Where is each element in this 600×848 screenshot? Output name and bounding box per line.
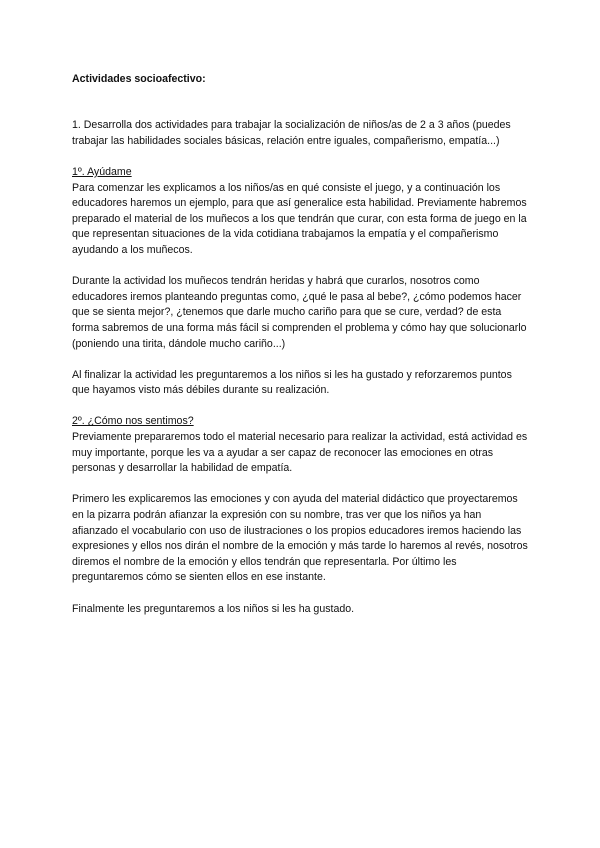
activity1-heading: 1º. Ayúdame [72, 165, 132, 178]
activity2-paragraph-2: Primero les explicaremos las emociones y con ayuda del material didáctico que proyectaremos en la pizarra podrán afianzar la expresión con su nombre, tras ver que los niños ya han afianzado el vocabulario con uso de ilustraciones o los propios educadores iremos haciendo las expresiones y ellos nos dirán el nombre de la emoción y más tarde lo haremos al revés, nosotros diremos el nombre de la emoción y ellos tendrán que representarla. Por último les preguntaremos cómo se sienten ellos en ese instante. [72, 493, 528, 584]
activity1-paragraph-3: Al finalizar la actividad les preguntaremos a los niños si les ha gustado y reforzaremos puntos que hayamos visto más débiles durante su realización. [72, 368, 512, 397]
activity2-paragraph-3: Finalmente les preguntaremos a los niños si les ha gustado. [72, 602, 355, 615]
activity1-paragraph-2: Durante la actividad los muñecos tendrán heridas y habrá que curarlos, nosotros como educadores iremos planteando preguntas como, ¿qué le pasa al bebe?, ¿cómo podemos hacer que se sienta mejor?, ¿tenemos que darle mucho cariño para que se cure, verdad? de esta forma sabremos de una forma más fácil si comprenden el problema y cómo hay que solucionarlo (poniendo una tirita, dándole mucho cariño...) [72, 275, 527, 350]
document-title: Actividades socioafectivo: [72, 73, 206, 85]
activity2-paragraph-1: Previamente prepararemos todo el material necesario para realizar la actividad, está actividad es muy importante, porque les va a ayudar a ser capaz de reconocer las emociones en otras personas y desarrollar la habilidad de empatía. [72, 431, 528, 475]
activity1-paragraph-1: Para comenzar les explicamos a los niños/as en qué consiste el juego, y a continuación los educadores haremos un ejemplo, para que así generalice esta habilidad. Previamente habremos preparado el material de los muñecos a los que tendrán que curar, con esta forma de juego en la que representan situaciones de la vida cotidiana trabajamos la empatía y el compañerismo ayudando a los muñecos. [72, 181, 527, 256]
intro-paragraph: 1. Desarrolla dos actividades para trabajar la socialización de niños/as de 2 a 3 años (puedes trabajar las habilidades sociales básicas, relación entre iguales, compañerismo, empatía...) [72, 119, 511, 147]
activity2-heading: 2º. ¿Cómo nos sentimos? [72, 415, 194, 428]
